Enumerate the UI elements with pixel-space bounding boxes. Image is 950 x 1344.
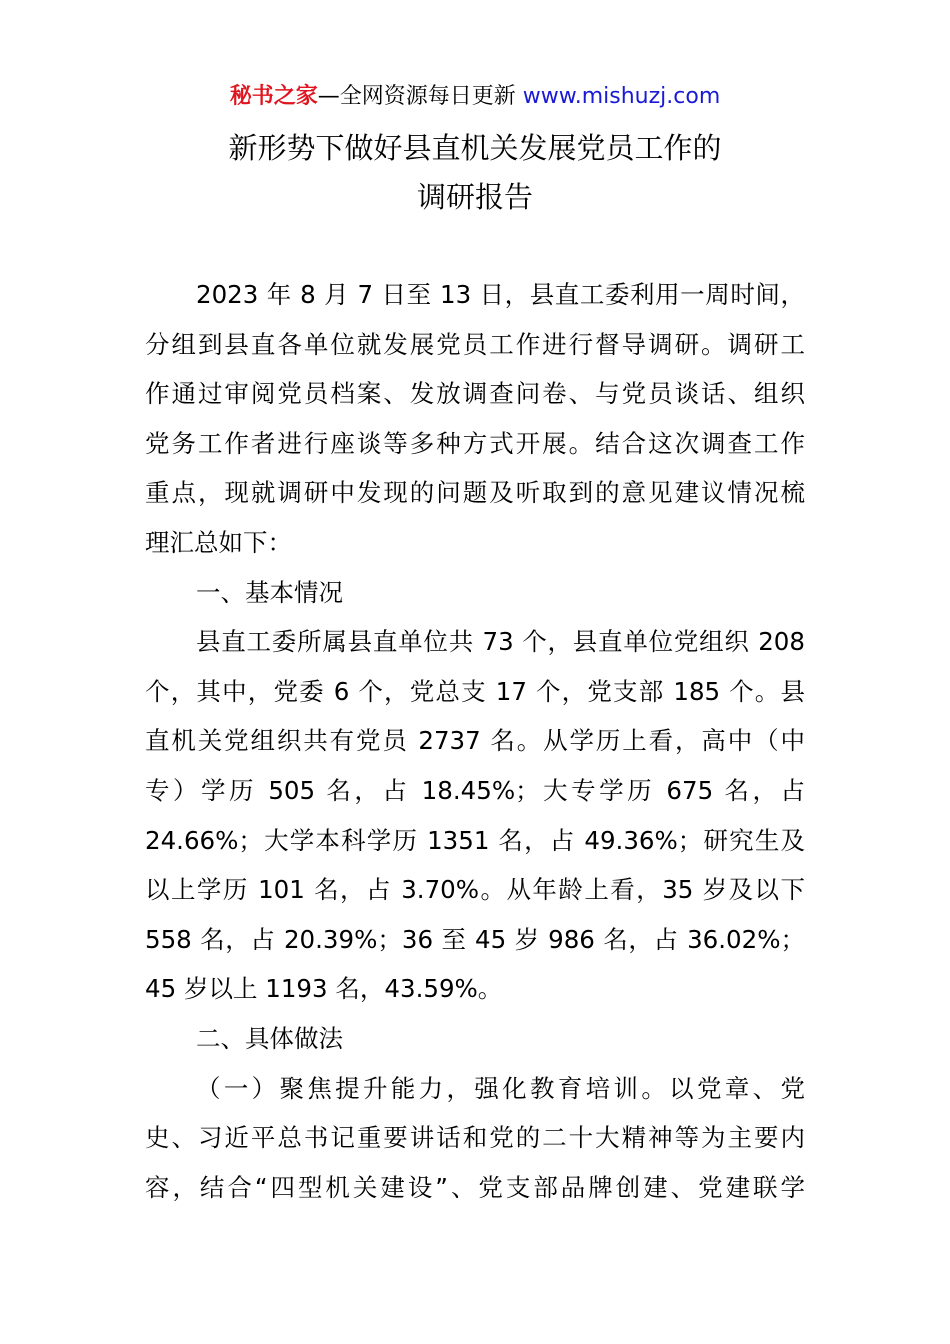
paragraph-line: 专）学历 505 名，占 18.45%；大专学历 675 名，占 [145,775,805,805]
site-url-link[interactable]: www.mishuzj.com [522,84,721,109]
paragraph-line: （一）聚焦提升能力，强化教育培训。以党章、党 [196,1073,805,1103]
paragraph-line: 分组到县直各单位就发展党员工作进行督导调研。调研工 [145,329,805,359]
paragraph-line: 以上学历 101 名，占 3.70%。从年龄上看，35 岁及以下 [145,875,805,905]
paragraph-line: 作通过审阅党员档案、发放调查问卷、与党员谈话、组织 [145,379,805,409]
brand-name: 秘书之家 [229,84,318,109]
paragraph-line: 史、习近平总书记重要讲话和党的二十大精神等为主要内 [145,1123,805,1153]
header-tagline: —全网资源每日更新 [317,84,523,109]
paragraph-line: 重点，现就调研中发现的问题及听取到的意见建议情况梳 [145,478,805,508]
paragraph-line: 558 名，占 20.39%；36 至 45 岁 986 名，占 36.02%； [145,924,805,954]
paragraph-line: 县直工委所属县直单位共 73 个，县直单位党组织 208 [196,627,805,657]
site-header [0,82,950,112]
paragraph-line: 个，其中，党委 6 个，党总支 17 个，党支部 185 个。县 [145,676,805,706]
paragraph-line: 45 岁以上 1193 名，43.59%。 [145,974,503,1004]
paragraph-line: 2023 年 8 月 7 日至 13 日，县直工委利用一周时间， [196,280,805,309]
paragraph-line: 党务工作者进行座谈等多种方式开展。结合这次调查工作 [145,428,805,458]
section-heading: 一、基本情况 [196,577,343,607]
document-title-line-1: 新形势下做好县直机关发展党员工作的 [228,131,722,165]
section-heading: 二、具体做法 [196,1023,343,1053]
paragraph-line: 容，结合“四型机关建设”、党支部品牌创建、党建联学 [145,1172,805,1202]
paragraph-line: 24.66%；大学本科学历 1351 名，占 49.36%；研究生及 [145,825,805,855]
paragraph-line: 直机关党组织共有党员 2737 名。从学历上看，高中（中 [145,726,805,756]
paragraph-line: 理汇总如下： [145,527,292,557]
document-title-line-2: 调研报告 [416,180,533,214]
document-body [145,270,805,1212]
